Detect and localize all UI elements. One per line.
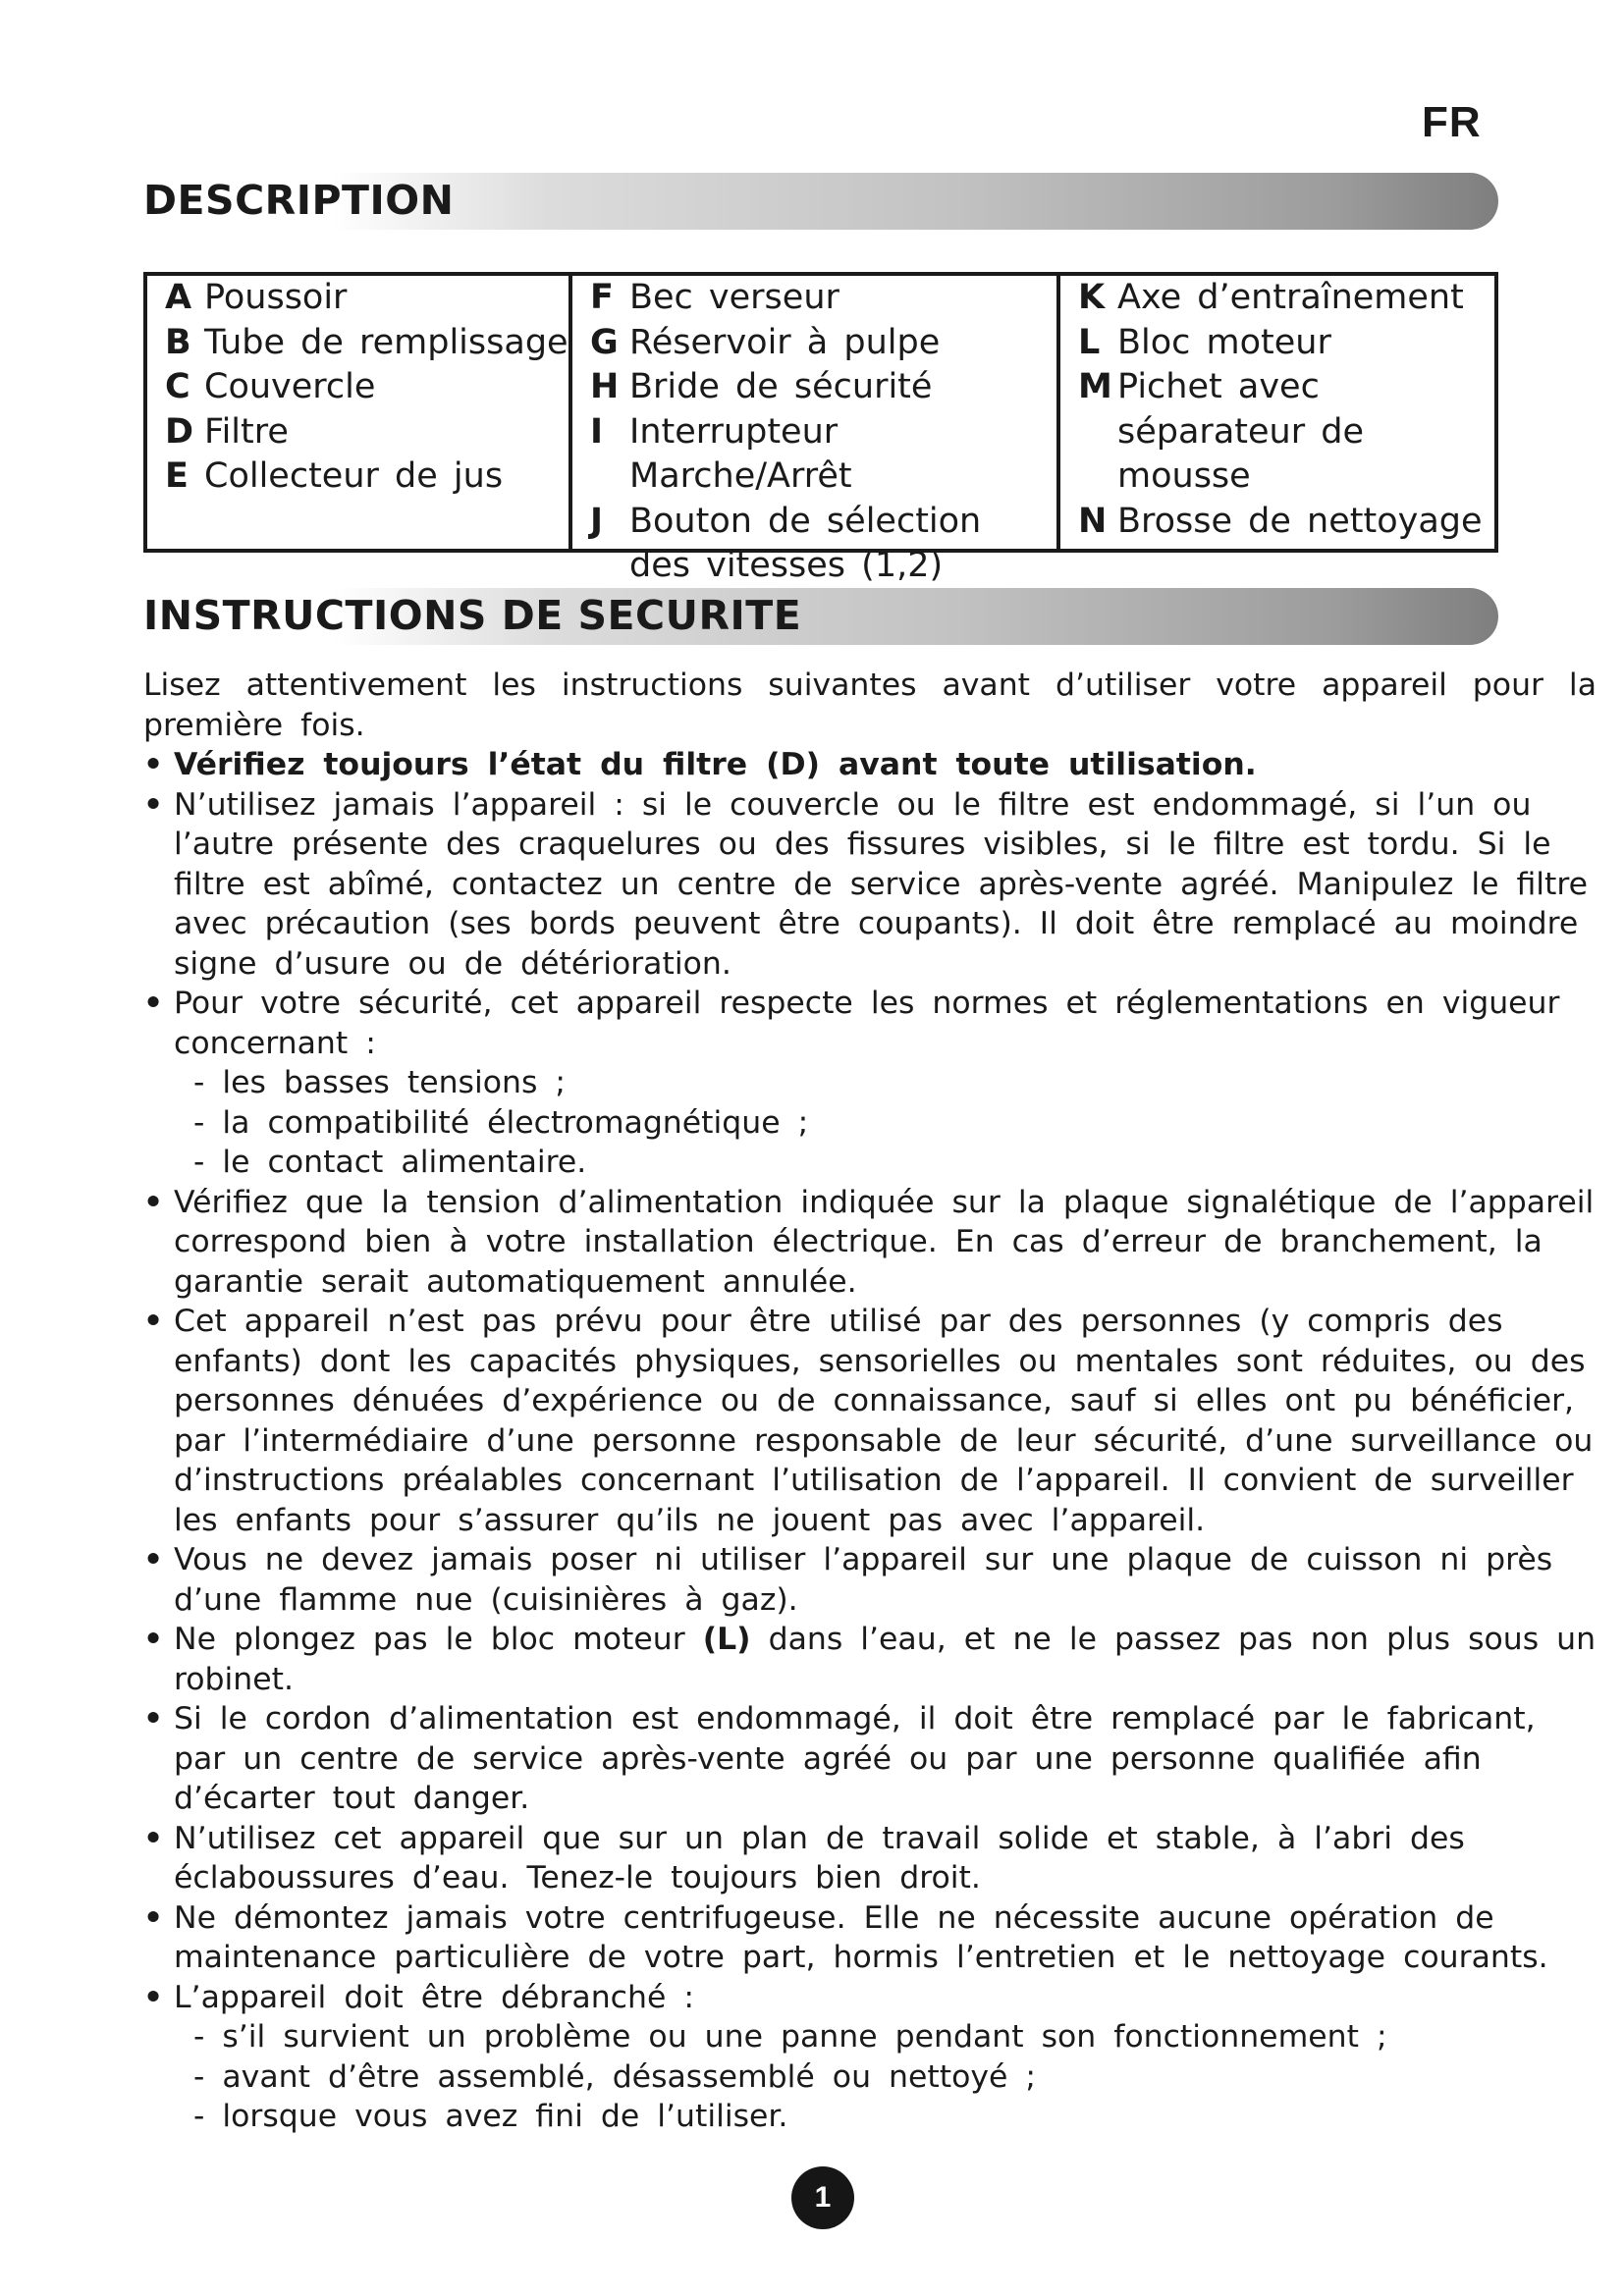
safety-subitem: - avant d’être assemblé, désassemblé ou nettoyé ; — [193, 2058, 1037, 2095]
safety-item-text: Vérifiez que la tension d’alimentation indiquée sur la plaque signalétique de l’appareil correspond bien à votre installation électrique. En cas d’erreur de branchement, la garantie serait automatiquement annulée. — [174, 1184, 1595, 1300]
safety-list — [143, 745, 1597, 2137]
part-letter: D — [165, 411, 194, 452]
safety-item-bold: (L) — [702, 1622, 751, 1657]
safety-item-text: Vérifiez toujours l’état du filtre (D) avant toute utilisation. — [174, 747, 1257, 782]
safety-item — [143, 1183, 1597, 1303]
part-letter: N — [1078, 501, 1108, 541]
part-name: Pichet avec séparateur de mousse — [1117, 367, 1364, 496]
safety-intro: Lisez attentivement les instructions suivantes avant d’utiliser votre appareil pour la première fois. — [143, 667, 1597, 743]
bullet-dot: • — [143, 1701, 164, 1736]
safety-subitem: - lorsque vous avez fini de l’utiliser. — [193, 2099, 788, 2134]
part-letter: B — [165, 322, 191, 362]
part-letter: L — [1078, 322, 1101, 362]
part-item — [590, 276, 1056, 321]
safety-subitem: - le contact alimentaire. — [193, 1145, 587, 1180]
part-name: Interrupteur Marche/Arrêt — [629, 411, 852, 496]
part-name: Couvercle — [204, 367, 376, 406]
part-item — [590, 365, 1056, 410]
part-item — [1078, 321, 1494, 366]
part-item — [590, 410, 1056, 500]
safety-item-text: N’utilisez jamais l’appareil : si le couvercle ou le filtre est endommagé, si l’un ou l’autre présente des craquelures ou des fissures visibles, si le filtre est tordu. Si le filtre est abîmé, contactez un centre de service après-vente agréé. Manipulez le filtre avec précaution (ses bords peuvent être coupants). Il doit être remplacé au moindre signe d’usure ou de détérioration. — [174, 786, 1589, 982]
bullet-dot: • — [143, 1899, 164, 1936]
part-letter: K — [1078, 278, 1106, 317]
bullet-dot: • — [143, 747, 164, 782]
part-item — [165, 410, 568, 455]
part-name: Bec verseur — [629, 278, 839, 317]
safety-item-text: N’utilisez cet appareil que sur un plan de travail solide et stable, à l’abri des éclaboussures d’eau. Tenez-le toujours bien droit. — [174, 1820, 1465, 1896]
part-item — [590, 321, 1056, 366]
parts-table — [143, 272, 1498, 585]
bullet-dot: • — [143, 1820, 164, 1856]
part-name: Bride de sécurité — [629, 367, 933, 406]
part-item — [165, 454, 568, 500]
part-name: Brosse de nettoyage — [1117, 501, 1483, 541]
part-letter: A — [165, 278, 192, 317]
safety-item-text: Cet appareil n’est pas prévu pour être utilisé par des personnes (y compris des enfants) dont les capacités physiques, sensorielles ou mentales sont réduites, ou des personnes dénuées d’expérience ou de connaissance, sauf si elles ont pu bénéficier, par l’intermédiaire d’une personne responsable de leur sécurité, d’une surveillance ou d’instructions préalables concernant l’utilisation de l’appareil. Il convient de surveiller les enfants pour s’assurer qu’ils ne jouent pas avec l’appareil. — [174, 1304, 1594, 1538]
safety-item — [143, 984, 1597, 1183]
safety-item-text: L’appareil doit être débranché : — [174, 1979, 694, 2015]
part-letter: F — [590, 278, 614, 317]
part-item — [590, 500, 1056, 589]
safety-subitem: - s’il survient un problème ou une panne pendant son fonctionnement ; — [193, 2019, 1387, 2055]
safety-item-text: Pour votre sécurité, cet appareil respecte les normes et réglementations en vigueur concernant : — [174, 986, 1560, 1061]
safety-title: INSTRUCTIONS DE SECURITE — [143, 592, 802, 639]
safety-item-text: Ne démontez jamais votre centrifugeuse. Elle ne nécessite aucune opération de maintenance particulière de votre part, hormis l’entretien et le nettoyage courants. — [174, 1899, 1548, 1975]
safety-item-text: Si le cordon d’alimentation est endommagé, il doit être remplacé par le fabricant, par un centre de service après-vente agréé ou par une personne qualifiée afin d’écarter tout danger. — [174, 1701, 1536, 1816]
part-letter: I — [590, 411, 604, 452]
bullet-dot: • — [143, 1622, 164, 1657]
safety-item — [143, 1302, 1597, 1540]
part-item — [165, 276, 568, 321]
part-item — [1078, 365, 1494, 500]
bullet-dot: • — [143, 1304, 164, 1339]
safety-item-text: dans l’eau, et ne le passez pas non plus sous un robinet. — [174, 1622, 1597, 1697]
part-item — [1078, 500, 1494, 545]
part-item — [165, 321, 568, 366]
description-title: DESCRIPTION — [143, 177, 455, 224]
safety-subitem: - les basses tensions ; — [193, 1065, 566, 1100]
parts-column-2 — [572, 276, 1060, 585]
safety-subitem: - la compatibilité électromagnétique ; — [193, 1104, 809, 1141]
safety-sublist — [174, 1063, 1597, 1183]
part-letter: C — [165, 367, 190, 406]
safety-item — [143, 1699, 1597, 1819]
part-letter: G — [590, 322, 619, 362]
safety-item — [143, 1898, 1597, 1978]
safety-sublist — [174, 2017, 1597, 2137]
part-letter: M — [1078, 367, 1112, 406]
bullet-dot: • — [143, 986, 164, 1021]
part-letter: H — [590, 367, 620, 406]
part-item — [165, 365, 568, 410]
bullet-dot: • — [143, 786, 164, 823]
part-name: Poussoir — [204, 278, 348, 317]
part-name: Filtre — [204, 411, 289, 452]
bullet-dot: • — [143, 1542, 164, 1577]
parts-column-3 — [1060, 276, 1494, 549]
safety-item — [143, 785, 1597, 985]
part-letter: J — [590, 501, 604, 541]
part-name: Tube de remplissage — [204, 322, 568, 362]
safety-item-text: Vous ne devez jamais poser ni utiliser l’appareil sur une plaque de cuisson ni près d’une flamme nue (cuisinières à gaz). — [174, 1542, 1553, 1618]
part-name: Axe d’entraînement — [1117, 278, 1464, 317]
safety-item — [143, 1540, 1597, 1620]
safety-item — [143, 745, 1597, 785]
safety-item — [143, 1620, 1597, 1699]
part-name: Bloc moteur — [1117, 322, 1331, 362]
safety-instructions — [143, 666, 1597, 2137]
page-number-badge: 1 — [791, 2166, 854, 2229]
bullet-dot: • — [143, 1184, 164, 1220]
parts-column-1 — [147, 276, 572, 549]
bullet-dot: • — [143, 1979, 164, 2015]
language-code: FR — [1422, 98, 1482, 146]
part-letter: E — [165, 456, 189, 496]
part-name: Réservoir à pulpe — [629, 322, 941, 362]
safety-item-text: Ne plongez pas le bloc moteur — [174, 1622, 703, 1657]
safety-item — [143, 1819, 1597, 1898]
part-name: Collecteur de jus — [204, 456, 504, 496]
part-item — [1078, 276, 1494, 321]
description-header — [143, 173, 1498, 230]
part-name: Bouton de sélection des vitesses (1,2) — [629, 501, 982, 585]
safety-header — [143, 588, 1498, 645]
safety-item — [143, 1978, 1597, 2137]
